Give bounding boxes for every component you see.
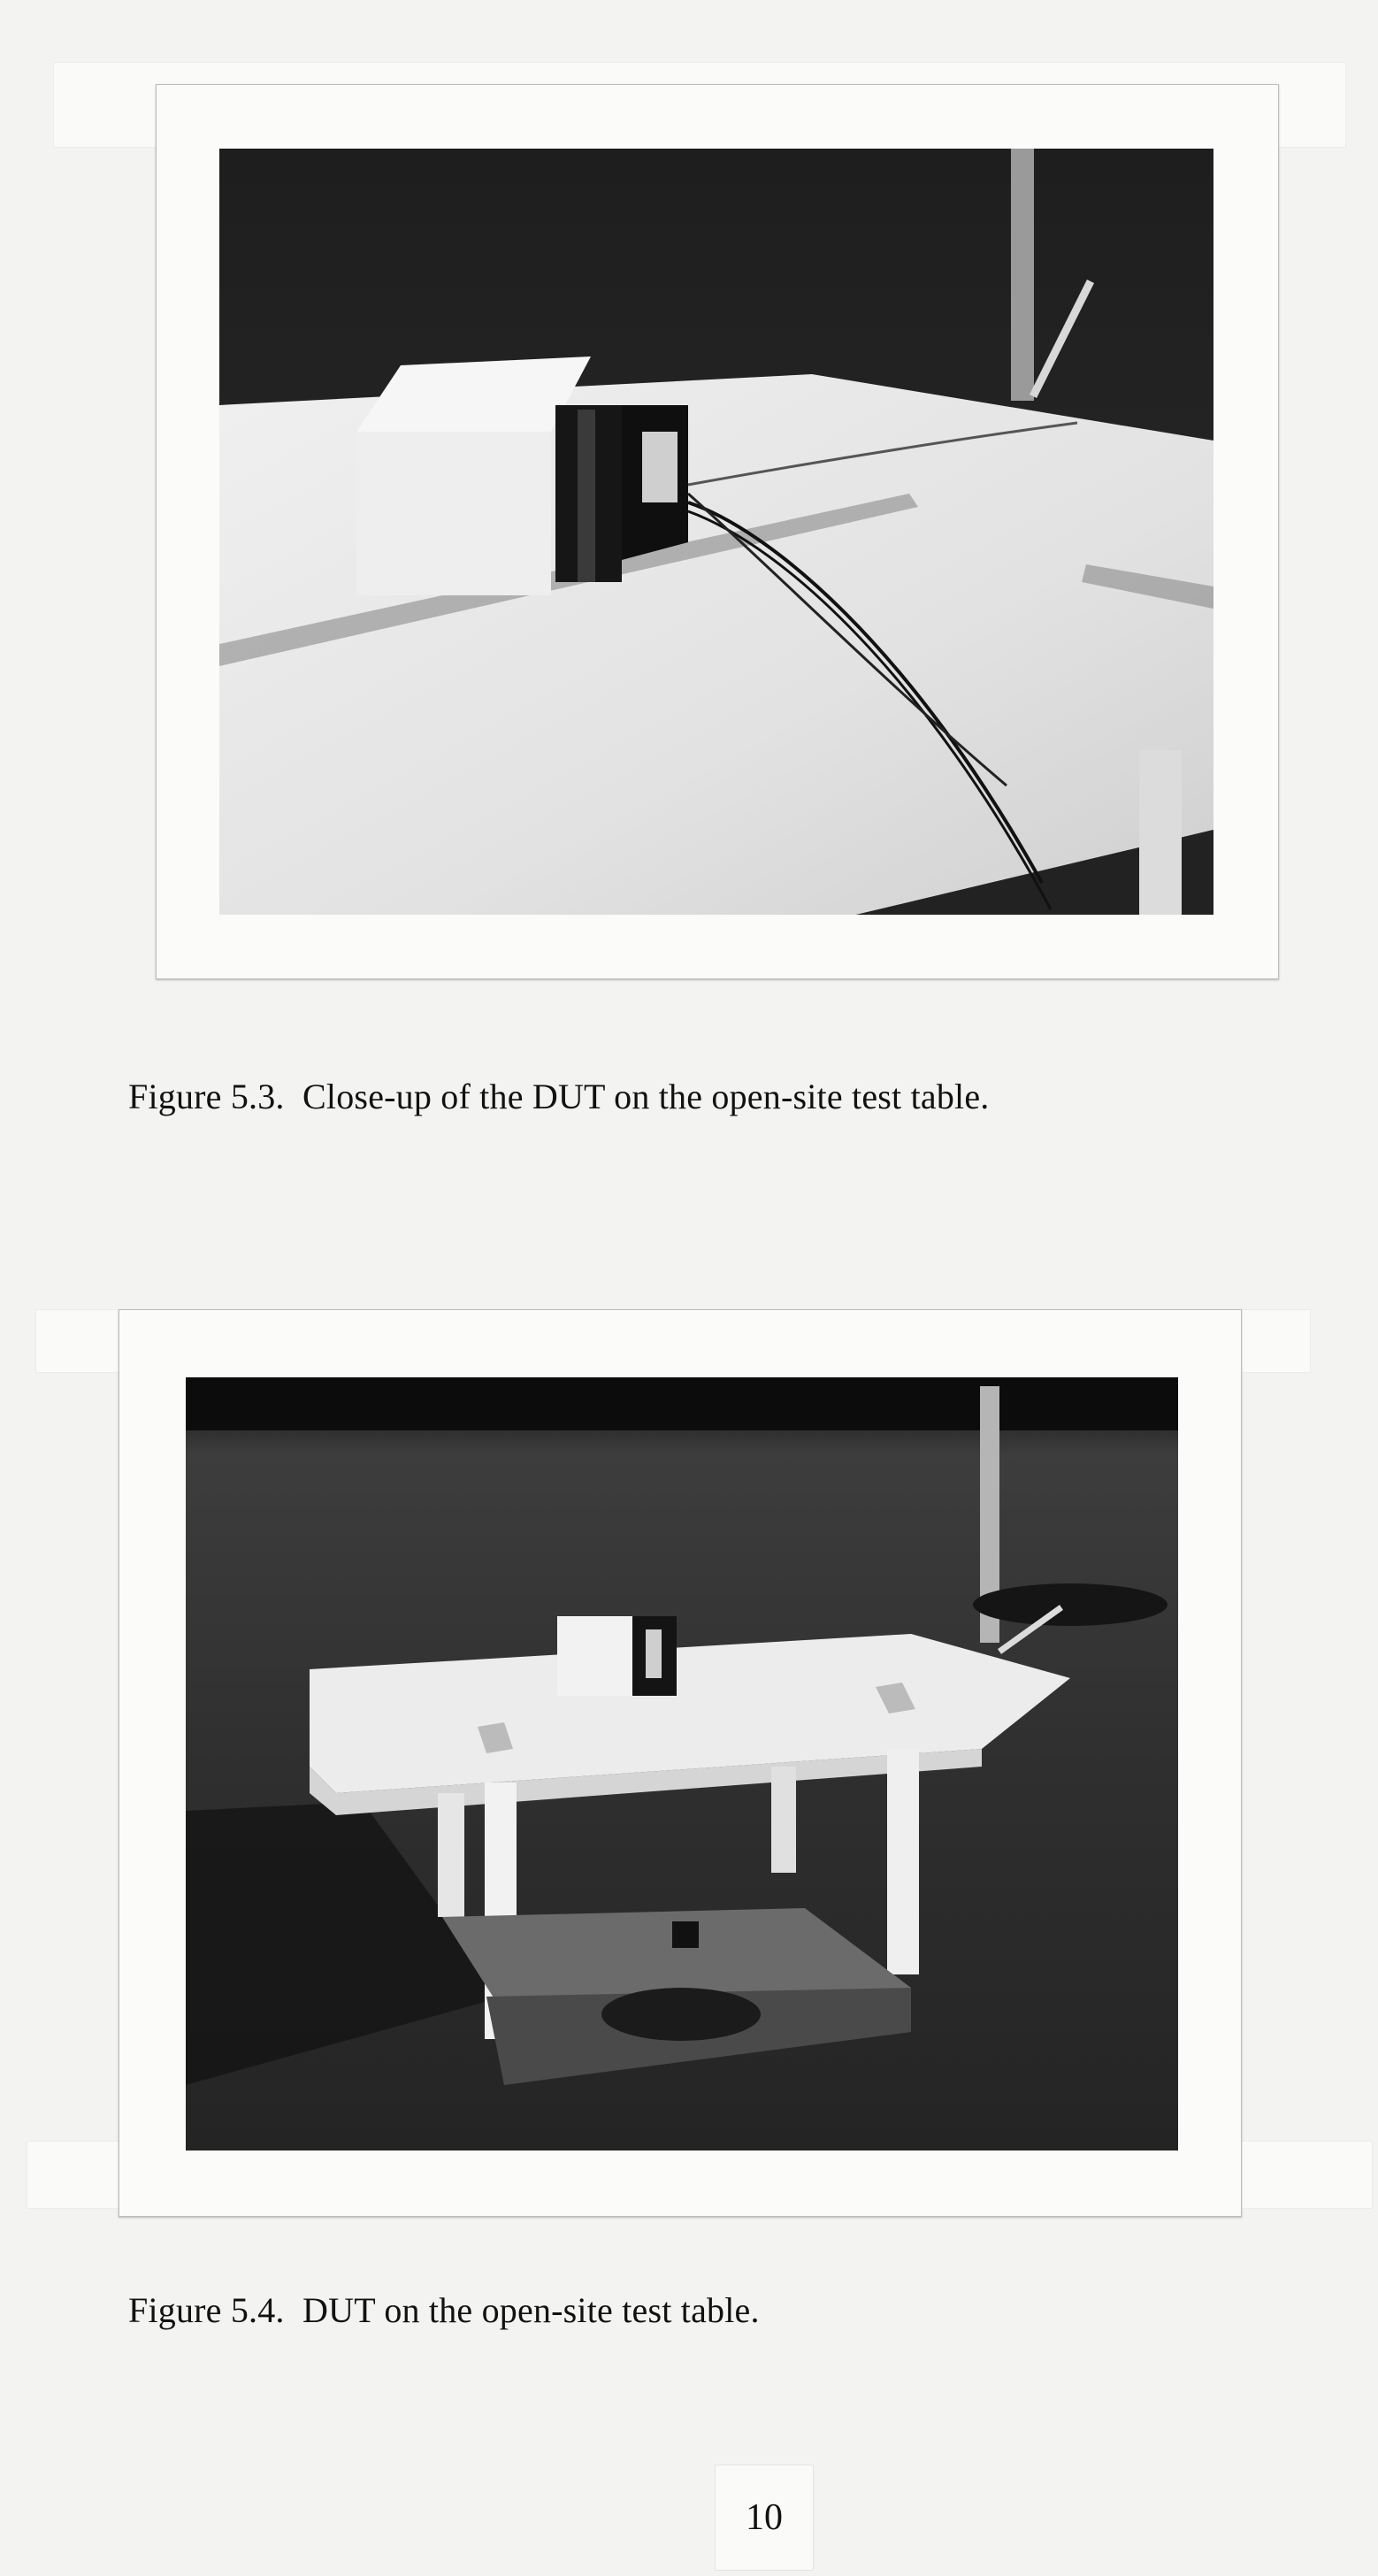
page-number: 10 <box>715 2465 814 2571</box>
figure-5-4-photo <box>186 1377 1178 2150</box>
figure-5-3-photo <box>219 149 1213 915</box>
figure-5-4-caption: Figure 5.4. DUT on the open-site test table. <box>128 2290 760 2330</box>
figure-5-3-caption: Figure 5.3. Close-up of the DUT on the open-site test table. <box>128 1077 990 1116</box>
